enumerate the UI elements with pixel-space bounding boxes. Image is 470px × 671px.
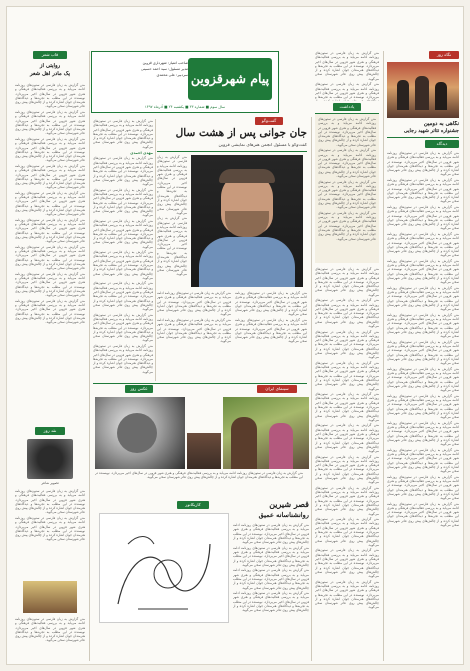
note-box: متن گزارش به زبان فارسی در ستون‌های روزنامه ادامه می‌یابد و به بررسی فعالیت‌های فرهنگی و هنری شهر قزوین در سال‌های اخیر می‌پردازد. نویسنده در این مطلب به تجربه‌ها و دیدگاه‌های هنرمندان جوان اشاره کرده و از چالش‌های پیش روی تئاتر شهرستان سخن می‌گوید. متن گزارش به زبان فارسی در ستون‌های روزنامه ادامه می‌یابد و به بررسی فعالیت‌های فرهنگی و هنری شهر قزوین در سال‌های اخیر می‌پردازد. نویسنده در این مطلب به تجربه‌ها و دیدگاه‌های هنرمندان جوان اشاره کرده و از چالش‌های پیش روی تئاتر شهرستان سخن می‌گوید. متن گزارش به زبان فارسی در ستون‌های روزنامه ادامه می‌یابد و به بررسی فعالیت‌های فرهنگی و هنری شهر قزوین در سال‌های اخیر می‌پردازد. نویسنده در این مطلب به تجربه‌ها و دیدگاه‌های هنرمندان جوان اشاره کرده و از چالش‌های پیش روی تئاتر شهرستان سخن می‌گوید. متن گزارش به زبان فارسی در ستون‌های روزنامه ادامه می‌یابد و به بررسی فعالیت‌های فرهنگی و هنری شهر قزوین در سال‌های اخیر می‌پردازد. نویسنده در این مطلب به تجربه‌ها و دیدگاه‌های هنرمندان جوان اشاره کرده و از چالش‌های پیش روی تئاتر شهرستان سخن می‌گوید.: [315, 113, 379, 263]
cartoon-drawing: [99, 514, 228, 623]
main-subheadline: گفت‌وگو با مسئول انجمن هنرهای نمایشی قزوین: [218, 143, 307, 148]
masthead-meta-line: صاحب امتیاز: شهرداری قزوین: [142, 61, 188, 65]
left-column: [15, 51, 85, 661]
film-still: [223, 397, 309, 469]
right-story-title: نگاهی به دومین: [423, 121, 459, 127]
poet-image: [27, 439, 73, 479]
newspaper-page: [6, 6, 464, 665]
bw-photo: [95, 397, 185, 469]
left-column-text-end: متن گزارش به زبان فارسی در ستون‌های روزنامه ادامه می‌یابد و به بررسی فعالیت‌های فرهنگی و هنری شهر قزوین در سال‌های اخیر می‌پردازد. نویسنده در این مطلب به تجربه‌ها و دیدگاه‌های هنرمندان جوان اشاره کرده و از چالش‌های پیش روی تئاتر شهرستان سخن می‌گوید.: [15, 617, 85, 643]
section-tag-left-mid: نقد روز: [35, 427, 65, 435]
section-tag-photo: عکس روز: [125, 385, 153, 393]
center-left-text: متن گزارش به زبان فارسی در ستون‌های روزنامه ادامه می‌یابد و به بررسی فعالیت‌های فرهنگی و هنری شهر قزوین در سال‌های اخیر می‌پردازد. نویسنده در این مطلب به تجربه‌ها و دیدگاه‌های هنرمندان جوان اشاره کرده و از چالش‌های پیش روی تئاتر شهرستان سخن می‌گوید. مهدی احمدی متن گزارش به زبان فارسی در ستون‌های روزنامه ادامه می‌یابد و به بررسی فعالیت‌های فرهنگی و هنری شهر قزوین در سال‌های اخیر می‌پردازد. نویسنده در این مطلب به تجربه‌ها و دیدگاه‌های هنرمندان جوان اشاره کرده و از چالش‌های پیش روی تئاتر شهرستان سخن می‌گوید. متن گزارش به زبان فارسی در ستون‌های روزنامه ادامه می‌یابد و به بررسی فعالیت‌های فرهنگی و هنری شهر قزوین در سال‌های اخیر می‌پردازد. نویسنده در این مطلب به تجربه‌ها و دیدگاه‌های هنرمندان جوان اشاره کرده و از چالش‌های پیش روی تئاتر شهرستان سخن می‌گوید. متن گزارش به زبان فارسی در ستون‌های روزنامه ادامه می‌یابد و به بررسی فعالیت‌های فرهنگی و هنری شهر قزوین در سال‌های اخیر می‌پردازد. نویسنده در این مطلب به تجربه‌ها و دیدگاه‌های هنرمندان جوان اشاره کرده و از چالش‌های پیش روی تئاتر شهرستان سخن می‌گوید. متن گزارش به زبان فارسی در ستون‌های روزنامه ادامه می‌یابد و به بررسی فعالیت‌های فرهنگی و هنری شهر قزوین در سال‌های اخیر می‌پردازد. نویسنده در این مطلب به تجربه‌ها و دیدگاه‌های هنرمندان جوان اشاره کرده و از چالش‌های پیش روی تئاتر شهرستان سخن می‌گوید. متن گزارش به زبان فارسی در ستون‌های روزنامه ادامه می‌یابد و به بررسی فعالیت‌های فرهنگی و هنری شهر قزوین در سال‌های اخیر می‌پردازد. نویسنده در این مطلب به تجربه‌ها و دیدگاه‌های هنرمندان جوان اشاره کرده و از چالش‌های پیش روی تئاتر شهرستان سخن می‌گوید. متن گزارش به زبان فارسی در ستون‌های روزنامه ادامه می‌یابد و به بررسی فعالیت‌های فرهنگی و هنری شهر قزوین در سال‌های اخیر می‌پردازد. نویسنده در این مطلب به تجربه‌ها و دیدگاه‌های هنرمندان جوان اشاره کرده و از چالش‌های پیش روی تئاتر شهرستان سخن می‌گوید. متن گزارش به زبان فارسی در ستون‌های روزنامه ادامه می‌یابد و به بررسی فعالیت‌های فرهنگی و هنری شهر قزوین در سال‌های اخیر می‌پردازد. نویسنده در این مطلب به تجربه‌ها و دیدگاه‌های هنرمندان جوان اشاره کرده و از چالش‌های پیش روی تئاتر شهرستان سخن می‌گوید.: [93, 119, 153, 374]
section-tag-cartoon: کاریکاتور: [177, 501, 209, 509]
masthead-logo: پیام شهرقزوین: [188, 58, 272, 100]
poet-image-caption: تصویر شاعر: [41, 481, 59, 485]
film-title: قصر شیرین: [269, 499, 309, 509]
section-tag-note: یادداشت: [333, 103, 361, 111]
poem-subtitle: یک مادر اهل شعر: [29, 71, 70, 77]
section-tag-right-top: نگاه روز: [429, 51, 459, 59]
right-center-column: [315, 51, 379, 661]
center-left-column: [93, 119, 153, 381]
right-story-subtitle: جشنواره تئاتر شهید رجایی: [403, 128, 459, 134]
masthead-meta: [98, 60, 188, 78]
main-story-text-right: متن گزارش به زبان فارسی در ستون‌های روزنامه ادامه می‌یابد و به بررسی فعالیت‌های فرهنگی و هنری شهر قزوین در سال‌های اخیر می‌پردازد. نویسنده در این مطلب به تجربه‌ها و دیدگاه‌های هنرمندان جوان اشاره کرده و از چالش‌های پیش روی تئاتر شهرستان سخن می‌گوید. متن گزارش به زبان فارسی در ستون‌های روزنامه ادامه می‌یابد و به بررسی فعالیت‌های فرهنگی و هنری شهر قزوین در سال‌های اخیر می‌پردازد. نویسنده در این مطلب به تجربه‌ها و دیدگاه‌های هنرمندان جوان اشاره کرده و از چالش‌های پیش روی تئاتر شهرستان سخن می‌گوید.: [235, 291, 307, 344]
section-tag-interview: گفت‌وگو: [255, 117, 283, 125]
cartoon-image: [99, 513, 229, 623]
portrait-photo: [191, 155, 303, 287]
left-column-text-bottom: متن گزارش به زبان فارسی در ستون‌های روزنامه ادامه می‌یابد و به بررسی فعالیت‌های فرهنگی و هنری شهر قزوین در سال‌های اخیر می‌پردازد. نویسنده در این مطلب به تجربه‌ها و دیدگاه‌های هنرمندان جوان اشاره کرده و از چالش‌های پیش روی تئاتر شهرستان سخن می‌گوید. متن گزارش به زبان فارسی در ستون‌های روزنامه ادامه می‌یابد و به بررسی فعالیت‌های فرهنگی و هنری شهر قزوین در سال‌های اخیر می‌پردازد. نویسنده در این مطلب به تجربه‌ها و دیدگاه‌های هنرمندان جوان اشاره کرده و از چالش‌های پیش روی تئاتر شهرستان سخن می‌گوید.: [15, 489, 85, 542]
right-top-photo: [387, 62, 459, 118]
right-center-text-top: متن گزارش به زبان فارسی در ستون‌های روزنامه ادامه می‌یابد و به بررسی فعالیت‌های فرهنگی و هنری شهر قزوین در سال‌های اخیر می‌پردازد. نویسنده در این مطلب به تجربه‌ها و دیدگاه‌های هنرمندان جوان اشاره کرده و از چالش‌های پیش روی تئاتر شهرستان سخن می‌گوید. متن گزارش به زبان فارسی در ستون‌های روزنامه ادامه می‌یابد و به بررسی فعالیت‌های فرهنگی و هنری شهر قزوین در سال‌های اخیر می‌پردازد. نویسنده در این مطلب به تجربه‌ها و: [315, 51, 379, 100]
section-tag-right-mid: دیدگاه: [425, 140, 459, 148]
right-column: [387, 51, 459, 661]
right-column-text: متن گزارش به زبان فارسی در ستون‌های روزنامه ادامه می‌یابد و به بررسی فعالیت‌های فرهنگی و هنری شهر قزوین در سال‌های اخیر می‌پردازد. نویسنده در این مطلب به تجربه‌ها و دیدگاه‌های هنرمندان جوان اشاره کرده و از چالش‌های پیش روی تئاتر شهرستان سخن می‌گوید. متن گزارش به زبان فارسی در ستون‌های روزنامه ادامه می‌یابد و به بررسی فعالیت‌های فرهنگی و هنری شهر قزوین در سال‌های اخیر می‌پردازد. نویسنده در این مطلب به تجربه‌ها و دیدگاه‌های هنرمندان جوان اشاره کرده و از چالش‌های پیش روی تئاتر شهرستان سخن می‌گوید. متن گزارش به زبان فارسی در ستون‌های روزنامه ادامه می‌یابد و به بررسی فعالیت‌های فرهنگی و هنری شهر قزوین در سال‌های اخیر می‌پردازد. نویسنده در این مطلب به تجربه‌ها و دیدگاه‌های هنرمندان جوان اشاره کرده و از چالش‌های پیش روی تئاتر شهرستان سخن می‌گوید. متن گزارش به زبان فارسی در ستون‌های روزنامه ادامه می‌یابد و به بررسی فعالیت‌های فرهنگی و هنری شهر قزوین در سال‌های اخیر می‌پردازد. نویسنده در این مطلب به تجربه‌ها و دیدگاه‌های هنرمندان جوان اشاره کرده و از چالش‌های پیش روی تئاتر شهرستان سخن می‌گوید. متن گزارش به زبان فارسی در ستون‌های روزنامه ادامه می‌یابد و به بررسی فعالیت‌های فرهنگی و هنری شهر قزوین در سال‌های اخیر می‌پردازد. نویسنده در این مطلب به تجربه‌ها و دیدگاه‌های هنرمندان جوان اشاره کرده و از چالش‌های پیش روی تئاتر شهرستان سخن می‌گوید. متن گزارش به زبان فارسی در ستون‌های روزنامه ادامه می‌یابد و به بررسی فعالیت‌های فرهنگی و هنری شهر قزوین در سال‌های اخیر می‌پردازد. نویسنده در این مطلب به تجربه‌ها و دیدگاه‌های هنرمندان جوان اشاره کرده و از چالش‌های پیش روی تئاتر شهرستان سخن می‌گوید. متن گزارش به زبان فارسی در ستون‌های روزنامه ادامه می‌یابد و به بررسی فعالیت‌های فرهنگی و هنری شهر قزوین در سال‌های اخیر می‌پردازد. نویسنده در این مطلب به تجربه‌ها و دیدگاه‌های هنرمندان جوان اشاره کرده و از چالش‌های پیش روی تئاتر شهرستان سخن می‌گوید. متن گزارش به زبان فارسی در ستون‌های روزنامه ادامه می‌یابد و به بررسی فعالیت‌های فرهنگی و هنری شهر قزوین در سال‌های اخیر می‌پردازد. نویسنده در این مطلب به تجربه‌ها و دیدگاه‌های هنرمندان جوان اشاره کرده و از چالش‌های پیش روی تئاتر شهرستان سخن می‌گوید. متن گزارش به زبان فارسی در ستون‌های روزنامه ادامه می‌یابد و به بررسی فعالیت‌های فرهنگی و هنری شهر قزوین در سال‌های اخیر می‌پردازد. نویسنده در این مطلب به تجربه‌ها و دیدگاه‌های هنرمندان جوان اشاره کرده و از چالش‌های پیش روی تئاتر شهرستان سخن می‌گوید. متن گزارش به زبان فارسی در ستون‌های روزنامه ادامه می‌یابد و به بررسی فعالیت‌های فرهنگی و هنری شهر قزوین در سال‌های اخیر می‌پردازد. نویسنده در این مطلب به تجربه‌ها و دیدگاه‌های هنرمندان جوان اشاره کرده و از چالش‌های پیش روی تئاتر شهرستان سخن می‌گوید. متن گزارش به زبان فارسی در ستون‌های روزنامه ادامه می‌یابد و به بررسی فعالیت‌های فرهنگی و هنری شهر قزوین در سال‌های اخیر می‌پردازد. نویسنده در این مطلب به تجربه‌ها و دیدگاه‌های هنرمندان جوان اشاره کرده و از چالش‌های پیش روی تئاتر شهرستان سخن می‌گوید. متن گزارش به زبان فارسی در ستون‌های روزنامه ادامه می‌یابد و به بررسی فعالیت‌های فرهنگی و هنری شهر قزوین در سال‌های اخیر می‌پردازد. نویسنده در این مطلب به تجربه‌ها و دیدگاه‌های هنرمندان جوان اشاره کرده و از چالش‌های پیش روی تئاتر شهرستان سخن می‌گوید. متن گزارش به زبان فارسی در ستون‌های روزنامه ادامه می‌یابد و به بررسی فعالیت‌های فرهنگی و هنری شهر قزوین در سال‌های اخیر می‌پردازد. نویسنده در این مطلب به تجربه‌ها و دیدگاه‌های هنرمندان جوان اشاره کرده و از چالش‌های پیش روی تئاتر شهرستان سخن می‌گوید. متن گزارش به زبان فارسی در ستون‌های روزنامه ادامه می‌یابد و به بررسی فعالیت‌های فرهنگی و هنری شهر قزوین در سال‌های اخیر می‌پردازد. نویسنده در این مطلب به تجربه‌ها و دیدگاه‌های هنرمندان جوان اشاره کرده و از چالش‌های پیش روی تئاتر شهرستان سخن می‌گوید.: [387, 151, 459, 528]
section-tag-film: سینمای ایران: [257, 385, 297, 393]
masthead-date: سال سوم ■ شماره ۳۳ ■ یکشنبه ۲۴ ■ آذرماه ۱۳۹۷: [144, 105, 226, 109]
qa-subhead: مهدی احمدی: [130, 151, 153, 156]
film-story-text: متن گزارش به زبان فارسی در ستون‌های روزنامه ادامه می‌یابد و به بررسی فعالیت‌های فرهنگی و هنری شهر قزوین در سال‌های اخیر می‌پردازد. نویسنده در این مطلب به تجربه‌ها و دیدگاه‌های هنرمندان جوان اشاره کرده و از چالش‌های پیش روی تئاتر شهرستان سخن می‌گوید. متن گزارش به زبان فارسی در ستون‌های روزنامه ادامه می‌یابد و به بررسی فعالیت‌های فرهنگی و هنری شهر قزوین در سال‌های اخیر می‌پردازد. نویسنده در این مطلب به تجربه‌ها و دیدگاه‌های هنرمندان جوان اشاره کرده و از چالش‌های پیش روی تئاتر شهرستان سخن می‌گوید. متن گزارش به زبان فارسی در ستون‌های روزنامه ادامه می‌یابد و به بررسی فعالیت‌های فرهنگی و هنری شهر قزوین در سال‌های اخیر می‌پردازد. نویسنده در این مطلب به تجربه‌ها و دیدگاه‌های هنرمندان جوان اشاره کرده و از چالش‌های پیش روی تئاتر شهرستان سخن می‌گوید. متن گزارش به زبان فارسی در ستون‌های روزنامه ادامه می‌یابد و به بررسی فعالیت‌های فرهنگی و هنری شهر قزوین در سال‌های اخیر می‌پردازد. نویسنده در این مطلب به تجربه‌ها و دیدگاه‌های هنرمندان جوان اشاره کرده و از چالش‌های پیش روی تئاتر شهرستان سخن می‌گوید.: [233, 523, 309, 613]
masthead-meta-line: مدیر مسئول: سید احمد حسینی: [140, 67, 188, 71]
left-bottom-photo: [23, 581, 77, 613]
section-tag-left-top: قاب شعر: [33, 51, 67, 59]
film-subtitle: روانشناسانه عمیق: [258, 511, 309, 519]
left-column-text: متن گزارش به زبان فارسی در ستون‌های روزنامه ادامه می‌یابد و به بررسی فعالیت‌های فرهنگی و هنری شهر قزوین در سال‌های اخیر می‌پردازد. نویسنده در این مطلب به تجربه‌ها و دیدگاه‌های هنرمندان جوان اشاره کرده و از چالش‌های پیش روی تئاتر شهرستان سخن می‌گوید. متن گزارش به زبان فارسی در ستون‌های روزنامه ادامه می‌یابد و به بررسی فعالیت‌های فرهنگی و هنری شهر قزوین در سال‌های اخیر می‌پردازد. نویسنده در این مطلب به تجربه‌ها و دیدگاه‌های هنرمندان جوان اشاره کرده و از چالش‌های پیش روی تئاتر شهرستان سخن می‌گوید. متن گزارش به زبان فارسی در ستون‌های روزنامه ادامه می‌یابد و به بررسی فعالیت‌های فرهنگی و هنری شهر قزوین در سال‌های اخیر می‌پردازد. نویسنده در این مطلب به تجربه‌ها و دیدگاه‌های هنرمندان جوان اشاره کرده و از چالش‌های پیش روی تئاتر شهرستان سخن می‌گوید. متن گزارش به زبان فارسی در ستون‌های روزنامه ادامه می‌یابد و به بررسی فعالیت‌های فرهنگی و هنری شهر قزوین در سال‌های اخیر می‌پردازد. نویسنده در این مطلب به تجربه‌ها و دیدگاه‌های هنرمندان جوان اشاره کرده و از چالش‌های پیش روی تئاتر شهرستان سخن می‌گوید. متن گزارش به زبان فارسی در ستون‌های روزنامه ادامه می‌یابد و به بررسی فعالیت‌های فرهنگی و هنری شهر قزوین در سال‌های اخیر می‌پردازد. نویسنده در این مطلب به تجربه‌ها و دیدگاه‌های هنرمندان جوان اشاره کرده و از چالش‌های پیش روی تئاتر شهرستان سخن می‌گوید. متن گزارش به زبان فارسی در ستون‌های روزنامه ادامه می‌یابد و به بررسی فعالیت‌های فرهنگی و هنری شهر قزوین در سال‌های اخیر می‌پردازد. نویسنده در این مطلب به تجربه‌ها و دیدگاه‌های هنرمندان جوان اشاره کرده و از چالش‌های پیش روی تئاتر شهرستان سخن می‌گوید. متن گزارش به زبان فارسی در ستون‌های روزنامه ادامه می‌یابد و به بررسی فعالیت‌های فرهنگی و هنری شهر قزوین در سال‌های اخیر می‌پردازد. نویسنده در این مطلب به تجربه‌ها و دیدگاه‌های هنرمندان جوان اشاره کرده و از چالش‌های پیش روی تئاتر شهرستان سخن می‌گوید. متن گزارش به زبان فارسی در ستون‌های روزنامه ادامه می‌یابد و به بررسی فعالیت‌های فرهنگی و هنری شهر قزوین در سال‌های اخیر می‌پردازد. نویسنده در این مطلب به تجربه‌ها و دیدگاه‌های هنرمندان جوان اشاره کرده و از چالش‌های پیش روی تئاتر شهرستان سخن می‌گوید. متن گزارش به زبان فارسی در ستون‌های روزنامه ادامه می‌یابد و به بررسی فعالیت‌های فرهنگی و هنری شهر قزوین در سال‌های اخیر می‌پردازد. نویسنده در این مطلب به تجربه‌ها و دیدگاه‌های هنرمندان جوان اشاره کرده و از چالش‌های پیش روی تئاتر شهرستان سخن می‌گوید.: [15, 83, 85, 325]
main-headline: جان جوانی پس از هشت سال: [175, 127, 307, 139]
photo-row-text: متن گزارش به زبان فارسی در ستون‌های روزنامه ادامه می‌یابد و به بررسی فعالیت‌های فرهنگی و هنری شهر قزوین در سال‌های اخیر می‌پردازد. نویسنده در این مطلب به تجربه‌ها و دیدگاه‌های هنرمندان جوان اشاره کرده و از چالش‌های پیش روی تئاتر شهرستان سخن می‌گوید.: [95, 471, 303, 480]
poem-title: روایتی از: [39, 63, 61, 69]
main-story-column-a: متن گزارش به زبان فارسی در ستون‌های روزنامه ادامه می‌یابد و به بررسی فعالیت‌های فرهنگی و هنری شهر قزوین در سال‌های اخیر می‌پردازد. نویسنده در این مطلب به تجربه‌ها و دیدگاه‌های هنرمندان جوان اشاره کرده و از چالش‌های پیش روی تئاتر شهرستان سخن می‌گوید. متن گزارش به زبان فارسی در ستون‌های روزنامه ادامه می‌یابد و به بررسی فعالیت‌های فرهنگی و هنری شهر قزوین در سال‌های اخیر می‌پردازد. نویسنده در این مطلب به تجربه‌ها و دیدگاه‌های هنرمندان جوان اشاره کرده و از چالش‌های پیش روی تئاتر شهرستان سخن می‌گوید.: [157, 155, 187, 277]
main-story-text-left: متن گزارش به زبان فارسی در ستون‌های روزنامه ادامه می‌یابد و به بررسی فعالیت‌های فرهنگی و هنری شهر قزوین در سال‌های اخیر می‌پردازد. نویسنده در این مطلب به تجربه‌ها و دیدگاه‌های هنرمندان جوان اشاره کرده و از چالش‌های پیش روی تئاتر شهرستان سخن می‌گوید. متن گزارش به زبان فارسی در ستون‌های روزنامه ادامه می‌یابد و به بررسی فعالیت‌های فرهنگی و هنری شهر قزوین در سال‌های اخیر می‌پردازد. نویسنده در این مطلب به تجربه‌ها و دیدگاه‌های هنرمندان جوان اشاره کرده و از چالش‌های پیش روی تئاتر شهرستان سخن می‌گوید.: [157, 291, 231, 344]
masthead-meta-line: سردبیر: علی محمدی: [156, 73, 188, 77]
small-photo: [187, 433, 221, 469]
right-center-text: متن گزارش به زبان فارسی در ستون‌های روزنامه ادامه می‌یابد و به بررسی فعالیت‌های فرهنگی و هنری شهر قزوین در سال‌های اخیر می‌پردازد. نویسنده در این مطلب به تجربه‌ها و دیدگاه‌های هنرمندان جوان اشاره کرده و از چالش‌های پیش روی تئاتر شهرستان سخن می‌گوید. متن گزارش به زبان فارسی در ستون‌های روزنامه ادامه می‌یابد و به بررسی فعالیت‌های فرهنگی و هنری شهر قزوین در سال‌های اخیر می‌پردازد. نویسنده در این مطلب به تجربه‌ها و دیدگاه‌های هنرمندان جوان اشاره کرده و از چالش‌های پیش روی تئاتر شهرستان سخن می‌گوید. متن گزارش به زبان فارسی در ستون‌های روزنامه ادامه می‌یابد و به بررسی فعالیت‌های فرهنگی و هنری شهر قزوین در سال‌های اخیر می‌پردازد. نویسنده در این مطلب به تجربه‌ها و دیدگاه‌های هنرمندان جوان اشاره کرده و از چالش‌های پیش روی تئاتر شهرستان سخن می‌گوید. متن گزارش به زبان فارسی در ستون‌های روزنامه ادامه می‌یابد و به بررسی فعالیت‌های فرهنگی و هنری شهر قزوین در سال‌های اخیر می‌پردازد. نویسنده در این مطلب به تجربه‌ها و دیدگاه‌های هنرمندان جوان اشاره کرده و از چالش‌های پیش روی تئاتر شهرستان سخن می‌گوید. متن گزارش به زبان فارسی در ستون‌های روزنامه ادامه می‌یابد و به بررسی فعالیت‌های فرهنگی و هنری شهر قزوین در سال‌های اخیر می‌پردازد. نویسنده در این مطلب به تجربه‌ها و دیدگاه‌های هنرمندان جوان اشاره کرده و از چالش‌های پیش روی تئاتر شهرستان سخن می‌گوید. متن گزارش به زبان فارسی در ستون‌های روزنامه ادامه می‌یابد و به بررسی فعالیت‌های فرهنگی و هنری شهر قزوین در سال‌های اخیر می‌پردازد. نویسنده در این مطلب به تجربه‌ها و دیدگاه‌های هنرمندان جوان اشاره کرده و از چالش‌های پیش روی تئاتر شهرستان سخن می‌گوید. متن گزارش به زبان فارسی در ستون‌های روزنامه ادامه می‌یابد و به بررسی فعالیت‌های فرهنگی و هنری شهر قزوین در سال‌های اخیر می‌پردازد. نویسنده در این مطلب به تجربه‌ها و دیدگاه‌های هنرمندان جوان اشاره کرده و از چالش‌های پیش روی تئاتر شهرستان سخن می‌گوید. متن گزارش به زبان فارسی در ستون‌های روزنامه ادامه می‌یابد و به بررسی فعالیت‌های فرهنگی و هنری شهر قزوین در سال‌های اخیر می‌پردازد. نویسنده در این مطلب به تجربه‌ها و دیدگاه‌های هنرمندان جوان اشاره کرده و از چالش‌های پیش روی تئاتر شهرستان سخن می‌گوید. متن گزارش به زبان فارسی در ستون‌های روزنامه ادامه می‌یابد و به بررسی فعالیت‌های فرهنگی و هنری شهر قزوین در سال‌های اخیر می‌پردازد. نویسنده در این مطلب به تجربه‌ها و دیدگاه‌های هنرمندان جوان اشاره کرده و از چالش‌های پیش روی تئاتر شهرستان سخن می‌گوید. متن گزارش به زبان فارسی در ستون‌های روزنامه ادامه می‌یابد و به بررسی فعالیت‌های فرهنگی و هنری شهر قزوین در سال‌های اخیر می‌پردازد. نویسنده در این مطلب به تجربه‌ها و دیدگاه‌های هنرمندان جوان اشاره کرده و از چالش‌های پیش روی تئاتر شهرستان سخن می‌گوید. متن گزارش به زبان فارسی در ستون‌های روزنامه ادامه می‌یابد و به بررسی فعالیت‌های فرهنگی و هنری شهر قزوین در سال‌های اخیر می‌پردازد. نویسنده در این مطلب به تجربه‌ها و دیدگاه‌های هنرمندان جوان اشاره کرده و از چالش‌های پیش روی تئاتر شهرستان سخن می‌گوید.: [315, 267, 379, 610]
masthead: [91, 51, 279, 113]
